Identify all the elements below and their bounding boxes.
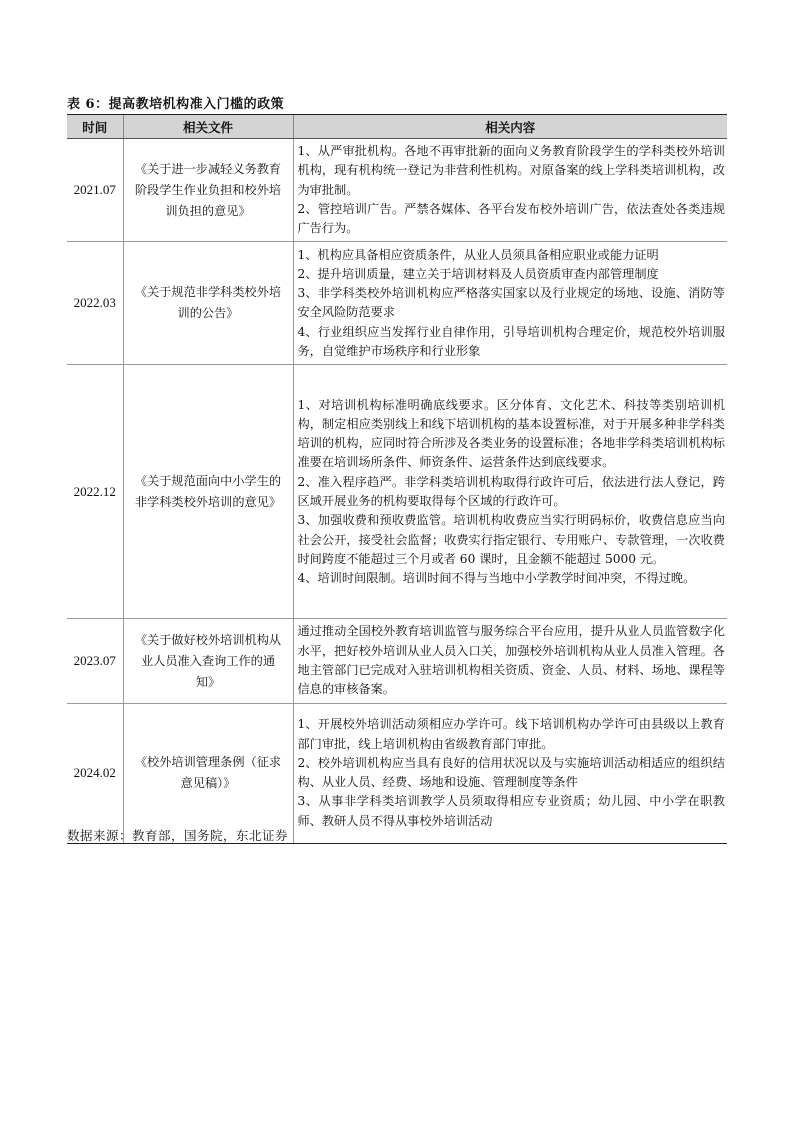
header-document: 相关文件: [123, 115, 293, 139]
document-line: 《校外培训管理条例（征求: [134, 755, 282, 770]
data-source-note: 数据来源：教育部，国务院，东北证券: [67, 828, 289, 843]
document-line: 意见稿）》: [180, 776, 236, 791]
row-content: [293, 139, 727, 242]
row-document: [123, 242, 293, 365]
row-time: 2022.12: [67, 365, 123, 619]
content-item: 4、培训时间限制。培训时间不得与当地中小学教学时间冲突，不得过晚。: [297, 571, 696, 586]
row-document: [123, 365, 293, 619]
row-content: [293, 619, 727, 703]
table-header-row: [67, 115, 727, 139]
row-time: 2023.07: [67, 619, 123, 703]
row-document: [123, 619, 293, 703]
content-item: 1、从严审批机构。各地不再审批新的面向义务教育阶段学生的学科类校外培训机构，现有机构统一登记为非营利性机构。对原备案的线上学科类培训机构，改为审批制。: [297, 144, 725, 197]
content-item: 2、准入程序趋严。非学科类培训机构取得行政许可后，依法进行法人登记，跨区域开展业务的机构要取得每个区域的行政许可。: [297, 474, 725, 508]
content-item: 3、从事非学科类培训教学人员须取得相应专业资质；幼儿园、中小学在职教师、教研人员不得从事校外培训活动: [297, 794, 725, 828]
row-content: [293, 242, 727, 365]
document-line: 训负担的意见》: [165, 203, 251, 218]
content-item: 通过推动全国校外教育培训监管与服务综合平台应用，提升从业人员监管数字化水平，把好校外培训从业人员入口关，加强校外培训机构从业人员准入管理。各地主管部门已完成对入驻培训机构相关资质、资金、人员、材料、场地、课程等信息的审核备案。: [297, 624, 725, 697]
row-time: 2024.02: [67, 703, 123, 843]
row-time: 2021.07: [67, 139, 123, 242]
table-caption: 表 6：提高教培机构准入门槛的政策: [67, 97, 285, 112]
content-item: 3、加强收费和预收费监管。培训机构收费应当实行明码标价，收费信息应当向社会公开，接受社会监督；收费实行指定银行、专用账户、专款管理，一次收费时间跨度不能超过三个月或者 60 课时，且金额不能超过 5000 元。: [297, 513, 725, 566]
document-line: 训的公告》: [177, 306, 239, 321]
document-line: 业人员准入查询工作的通: [140, 653, 276, 668]
document-line: 《关于做好校外培训机构从: [134, 632, 282, 647]
document-line: 《关于进一步减轻义务教育: [134, 161, 282, 176]
table-row: [67, 703, 727, 843]
document-line: 知》: [195, 674, 221, 689]
content-item: 1、机构应具备相应资质条件，从业人员须具备相应职业或能力证明: [297, 247, 659, 262]
content-item: 1、对培训机构标准明确底线要求。区分体育、文化艺术、科技等类别培训机构，制定相应类别线上和线下培训机构的基本设置标准，对于开展多种非学科类培训的机构，应同时符合所涉及各类业务的设置标准；各地非学科类培训机构标准要在培训场所条件、师资条件、运营条件达到底线要求。: [297, 397, 725, 470]
table-row: [67, 242, 727, 365]
document-line: 阶段学生作业负担和校外培: [134, 182, 282, 197]
row-document: [123, 703, 293, 843]
row-content: [293, 703, 727, 843]
row-document: [123, 139, 293, 242]
table-row: [67, 139, 727, 242]
content-item: 1、开展校外培训活动须相应办学许可。线下培训机构办学许可由县级以上教育部门审批，线上培训机构由省级教育部门审批。: [297, 717, 725, 751]
policy-table: [67, 114, 727, 844]
document-line: 《关于规范面向中小学生的: [134, 473, 282, 488]
content-item: 2、校外培训机构应当具有良好的信用状况以及与实施培训活动相适应的组织结构、从业人员、经费、场地和设施、管理制度等条件: [297, 755, 725, 790]
content-item: 3、非学科类校外培训机构应严格落实国家以及行业规定的场地、设施、消防等安全风险防范要求: [297, 286, 725, 320]
table-row: [67, 365, 727, 619]
document-line: 《关于规范非学科类校外培: [134, 285, 282, 300]
content-item: 2、提升培训质量，建立关于培训材料及人员资质审查内部管理制度: [297, 266, 659, 281]
header-time: 时间: [67, 115, 123, 139]
row-content: [293, 365, 727, 619]
content-item: 4、行业组织应当发挥行业自律作用，引导培训机构合理定价，规范校外培训服务，自觉维护市场秩序和行业形象: [297, 324, 725, 359]
table-row: [67, 619, 727, 703]
header-content: 相关内容: [293, 115, 727, 139]
document-line: 非学科类校外培训的意见》: [134, 494, 282, 509]
row-time: 2022.03: [67, 242, 123, 365]
content-item: 2、管控培训广告。严禁各媒体、各平台发布校外培训广告，依法查处各类违规广告行为。: [297, 201, 725, 236]
